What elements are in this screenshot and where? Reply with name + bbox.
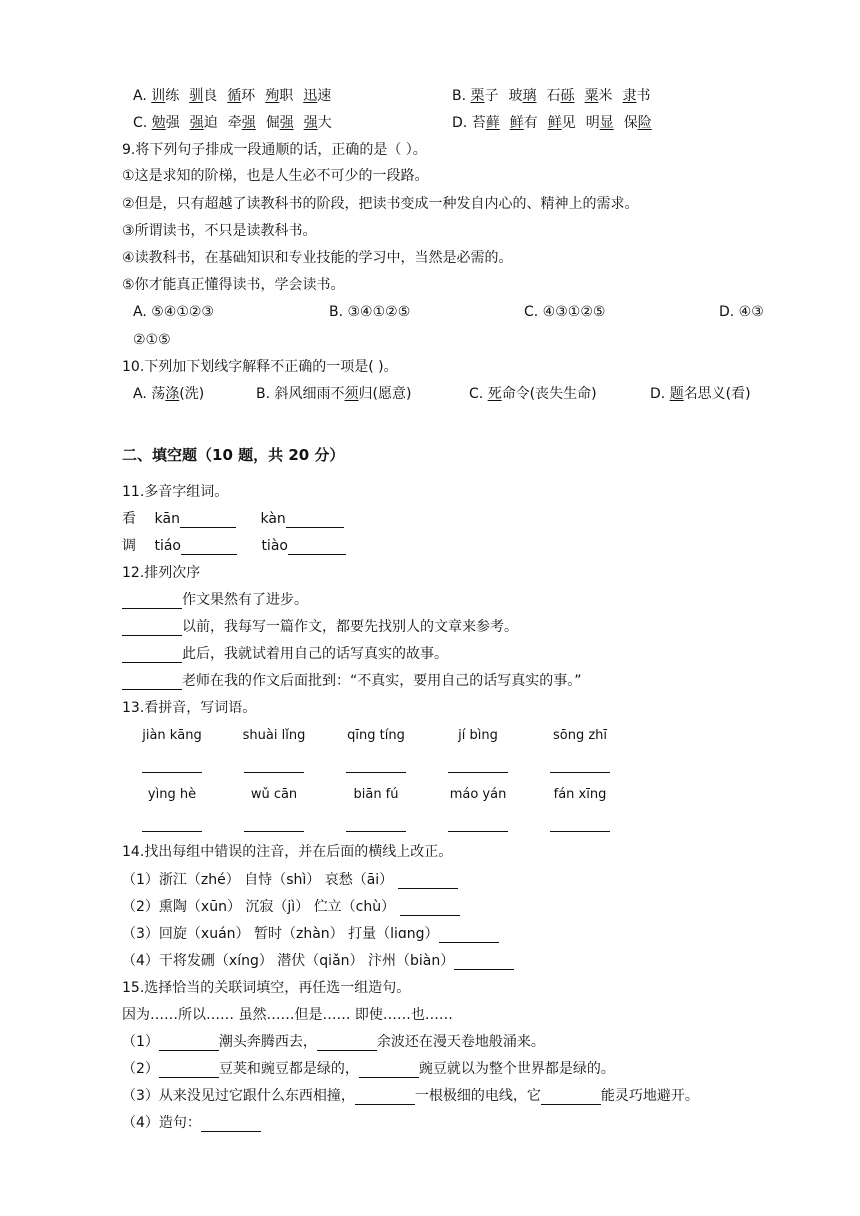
q12-stem: 12.排列次序	[122, 565, 201, 581]
q10-option-d: D. 题名思义(看)	[650, 386, 751, 402]
q15-line-2: （2） 豆荚和豌豆都是绿的， 豌豆就以为整个世界都是绿的。	[122, 1061, 615, 1077]
q8-word: 循环	[227, 88, 256, 104]
q13-answer-blank[interactable]	[550, 830, 610, 832]
q13-pinyin: máo yán	[449, 787, 507, 802]
q9-option-d-wrap: ②①⑤	[133, 332, 171, 348]
q8-word: 鲜有	[509, 115, 538, 131]
q13-answer-blank[interactable]	[346, 830, 406, 832]
q8-word: 保险	[623, 115, 652, 131]
q13-answer-blank[interactable]	[448, 830, 508, 832]
q8-word: 牵强	[227, 115, 256, 131]
q8-word: 栗子	[470, 88, 499, 104]
q9-option-b: B. ③④①②⑤	[329, 304, 411, 320]
q11-row-2: 调 tiáo tiào	[122, 537, 346, 555]
q10-option-c: C. 死命令(丧失生命)	[469, 386, 597, 402]
q8-word: 苔藓	[471, 115, 500, 131]
q15-line-3: （3）从来没见过它跟什么东西相撞， 一根极细的电线，它 能灵巧地避开。	[122, 1088, 699, 1104]
q13-stem: 13.看拼音，写词语。	[122, 700, 257, 716]
q12-line-1: 作文果然有了进步。	[122, 591, 308, 609]
q8-word: 鲜见	[547, 115, 576, 131]
q14-answer-blank[interactable]	[400, 901, 460, 916]
q14-line-1: （1）浙江（zhé） 自恃（shì） 哀愁（āi）	[122, 871, 458, 889]
q13-answer-blank[interactable]	[448, 771, 508, 773]
q8-word: 倔强	[265, 115, 294, 131]
q9-sentence-1: ①这是求知的阶梯，也是人生必不可少的一段路。	[122, 168, 429, 184]
q13-answer-blank[interactable]	[244, 830, 304, 832]
q9-sentence-3: ③所谓读书，不只是读教科书。	[122, 223, 317, 239]
q9-sentence-5: ⑤你才能真正懂得读书，学会读书。	[122, 277, 345, 293]
q14-answer-blank[interactable]	[439, 928, 499, 943]
q14-answer-blank[interactable]	[398, 874, 458, 889]
q8-word: 驯良	[189, 88, 218, 104]
q8-word: 隶书	[622, 88, 651, 104]
q9-option-d: D. ④③	[719, 304, 764, 320]
q8-word: 迅速	[303, 88, 332, 104]
q8-word: 强迫	[189, 115, 218, 131]
q8-word: 明显	[585, 115, 614, 131]
q9-stem: 9.将下列句子排成一段通顺的话，正确的是（ ）。	[122, 142, 427, 158]
q12-line-3: 此后，我就试着用自己的话写真实的故事。	[122, 645, 448, 663]
q10-option-b: B. 斜风细雨不须归(愿意)	[256, 386, 412, 402]
q13-pinyin: shuài lǐng	[242, 728, 306, 743]
q13-answer-blank[interactable]	[550, 771, 610, 773]
q14-line-3: （3）回旋（xuán） 暂时（zhàn） 打量（liɑng）	[122, 925, 499, 943]
q15-sentence-blank[interactable]	[201, 1117, 261, 1132]
q9-option-a: A. ⑤④①②③	[133, 304, 214, 320]
q14-line-4: （4）干将发硎（xíng） 潜伏（qiǎn） 汴州（biàn）	[122, 952, 514, 970]
q8-option-c: C. 勉强 强迫 牵强 倔强 强大	[133, 115, 332, 131]
q8-option-d: D. 苔藓 鲜有 鲜见 明显 保险	[452, 115, 652, 131]
q15-blank[interactable]	[159, 1063, 219, 1078]
q8-word: 训练	[151, 88, 180, 104]
q13-pinyin: biān fú	[353, 787, 399, 802]
q8-word: 石砾	[546, 88, 575, 104]
q12-blank[interactable]	[122, 594, 182, 609]
q12-blank[interactable]	[122, 675, 182, 690]
q14-stem: 14.找出每组中错误的注音，并在后面的横线上改正。	[122, 844, 453, 860]
q15-line-1: （1） 潮头奔腾西去， 余波还在漫天卷地般涌来。	[122, 1034, 545, 1050]
q8-word: 勉强	[151, 115, 180, 131]
q14-line-2: （2）熏陶（xūn） 沉寂（jì） 伫立（chù）	[122, 898, 460, 916]
q15-stem: 15.选择恰当的关联词填空，再任选一组造句。	[122, 980, 411, 996]
q13-pinyin: sōng zhī	[552, 728, 608, 743]
q13-answer-blank[interactable]	[142, 771, 202, 773]
q9-sentence-2: ②但是，只有超越了读教科书的阶段，把读书变成一种发自内心的、精神上的需求。	[122, 196, 639, 212]
q8-word: 强大	[303, 115, 332, 131]
q15-blank[interactable]	[355, 1090, 415, 1105]
q9-option-c: C. ④③①②⑤	[524, 304, 606, 320]
q11-row-1: 看 kān kàn	[122, 510, 344, 528]
q13-pinyin: fán xīng	[553, 787, 607, 802]
q10-stem: 10.下列加下划线字解释不正确的一项是( )。	[122, 359, 398, 375]
q13-pinyin: qīng tíng	[347, 728, 405, 743]
q15-blank[interactable]	[159, 1036, 219, 1051]
section-2-heading: 二、填空题（10 题，共 20 分）	[122, 446, 345, 464]
q13-answer-blank[interactable]	[244, 771, 304, 773]
q8-word: 粟米	[584, 88, 613, 104]
q12-blank[interactable]	[122, 648, 182, 663]
q13-pinyin: jiàn kāng	[142, 728, 202, 743]
q13-answer-blank[interactable]	[142, 830, 202, 832]
q15-blank[interactable]	[541, 1090, 601, 1105]
q15-blank[interactable]	[359, 1063, 419, 1078]
q10-option-a: A. 荡涤(洗)	[133, 386, 205, 402]
q15-blank[interactable]	[317, 1036, 377, 1051]
q15-line-4: （4）造句：	[122, 1114, 261, 1132]
q8-word: 玻璃	[508, 88, 537, 104]
q13-answer-blank[interactable]	[346, 771, 406, 773]
q8-word: 殉职	[265, 88, 294, 104]
q13-pinyin: wǔ cān	[250, 787, 298, 802]
q13-pinyin: yìng hè	[147, 787, 197, 802]
q13-pinyin: jí bìng	[458, 728, 498, 743]
q12-line-2: 以前，我每写一篇作文，都要先找别人的文章来参考。	[122, 618, 518, 636]
q9-sentence-4: ④读教科书，在基础知识和专业技能的学习中，当然是必需的。	[122, 250, 513, 266]
q8-option-a: A. 训练 驯良 循环 殉职 迅速	[133, 88, 332, 104]
q15-options: 因为……所以…… 虽然……但是…… 即使……也……	[122, 1007, 453, 1023]
q8-option-b: B. 栗子 玻璃 石砾 粟米 隶书	[452, 88, 651, 104]
q12-line-4: 老师在我的作文后面批到：“不真实，要用自己的话写真实的事。”	[122, 672, 582, 690]
q14-answer-blank[interactable]	[454, 955, 514, 970]
q12-blank[interactable]	[122, 621, 182, 636]
q11-stem: 11.多音字组词。	[122, 484, 229, 500]
